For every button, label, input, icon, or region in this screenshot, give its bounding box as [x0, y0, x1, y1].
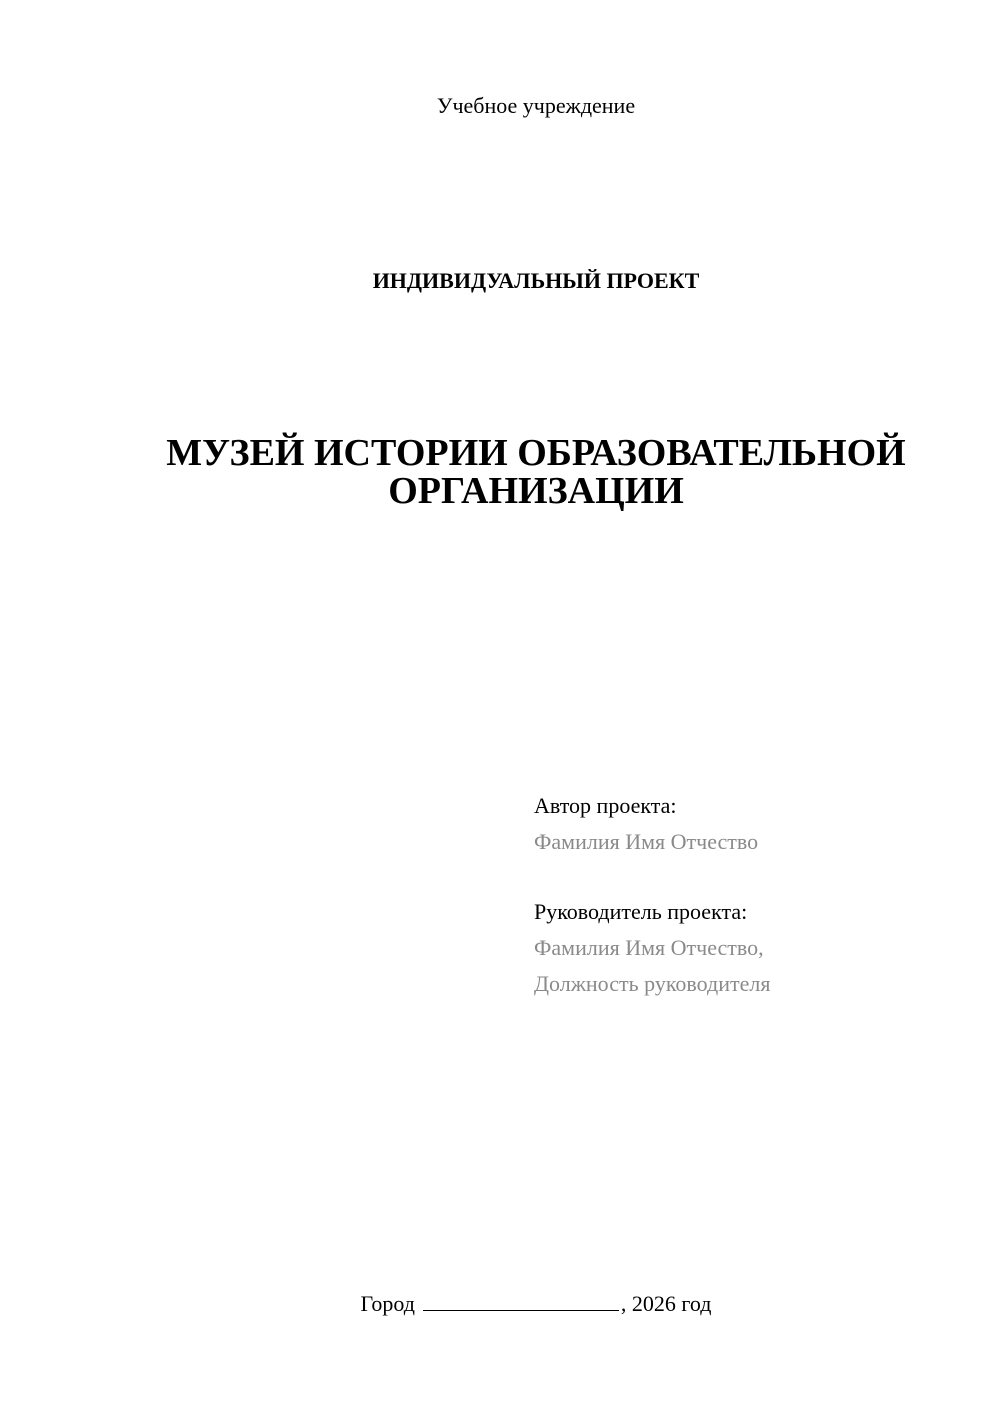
supervisor-position: Должность руководителя: [534, 971, 771, 996]
project-type-heading: ИНДИВИДУАЛЬНЫЙ ПРОЕКТ: [372, 268, 700, 293]
project-title: [0, 434, 1000, 510]
supervisor-label: Руководитель проекта:: [534, 899, 748, 924]
author-name: Фамилия Имя Отчество: [534, 829, 759, 854]
author-label: Автор проекта:: [534, 793, 677, 818]
supervisor-name: Фамилия Имя Отчество,: [534, 935, 764, 960]
project-title-line-1: МУЗЕЙ ИСТОРИИ ОБРАЗОВАТЕЛЬНОЙ: [166, 432, 906, 474]
authors-spacer: [534, 860, 974, 894]
institution-name: Учебное учреждение: [436, 93, 636, 118]
city-label: Город: [360, 1291, 415, 1316]
year-text: , 2026 год: [620, 1291, 712, 1316]
city-blank-line: [423, 1290, 619, 1311]
project-title-line-2: ОРГАНИЗАЦИИ: [388, 470, 684, 512]
authors-block: [534, 788, 974, 1002]
city-year-footer: [0, 1290, 1000, 1318]
